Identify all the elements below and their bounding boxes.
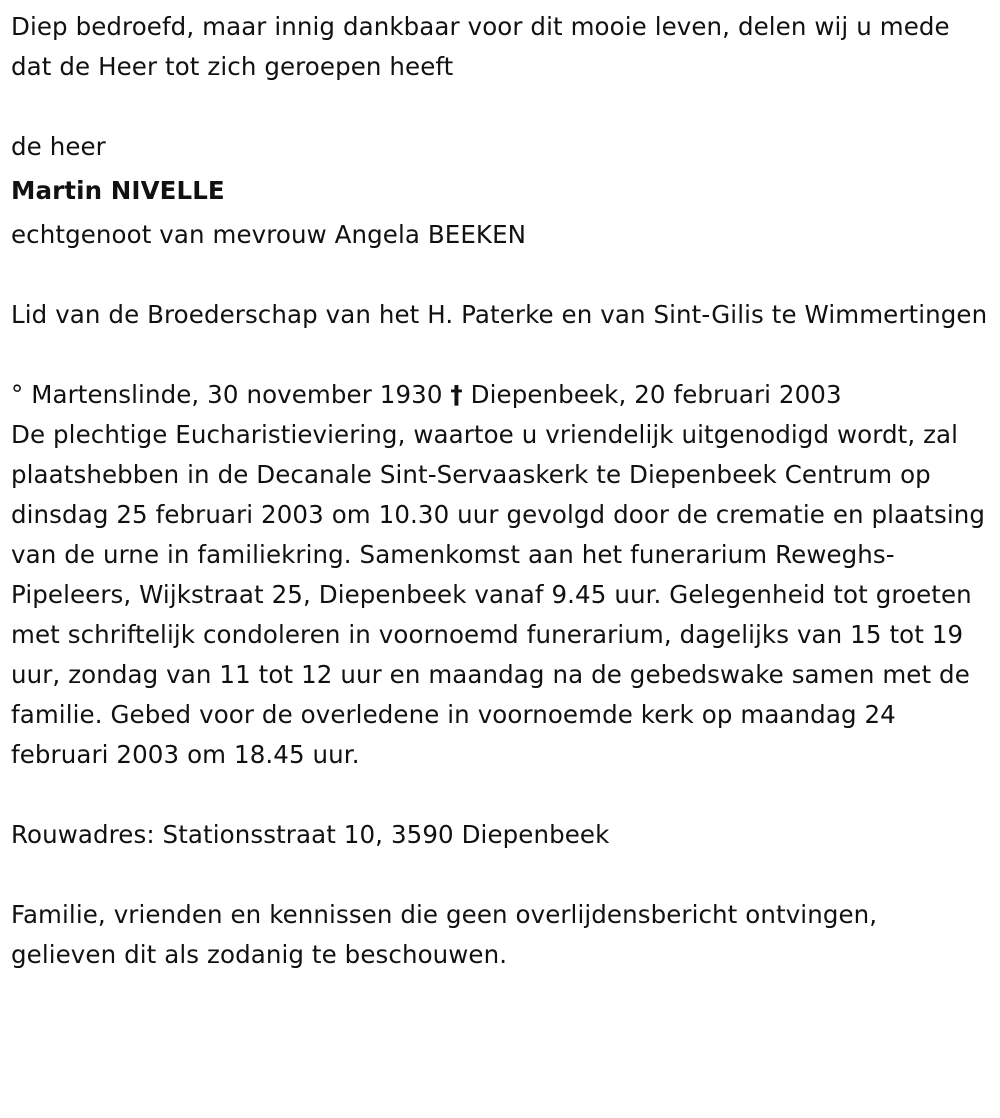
closing-text: Familie, vrienden en kennissen die geen overlijdensbericht ontvingen, gelieven dit als zodanig te beschouwen. — [11, 900, 878, 969]
spouse-line: echtgenoot van mevrouw Angela BEEKEN — [11, 220, 527, 249]
birth-line: ° Martenslinde, 30 november 1930 — [11, 380, 443, 409]
honorific: de heer — [11, 132, 106, 161]
deceased-name: Martin NIVELLE — [11, 176, 225, 205]
ceremony-text: De plechtige Eucharistieviering, waartoe u vriendelijk uitgenodigd wordt, zal plaatshebben in de Decanale Sint-Servaaskerk te Diepenbeek Centrum op dinsdag 25 februari 2003 om 10.30 uur gevolgd door de crematie en plaatsing van de urne in familiekring. Samenkomst aan het funerarium Reweghs-Pipeleers, Wijkstraat 25, Diepenbeek vanaf 9.45 uur. Gelegenheid tot groeten met schriftelijk condoleren in voornoemd funerarium, dagelijks van 15 tot 19 uur, zondag van 11 tot 12 uur en maandag na de gebedswake samen met de familie. Gebed voor de overledene in voornoemde kerk op maandag 24 februari 2003 om 18.45 uur. — [11, 420, 986, 769]
membership-text: Lid van de Broederschap van het H. Paterke en van Sint-Gilis te Wimmertingen — [11, 300, 988, 329]
cross-icon: † — [450, 380, 463, 409]
life-dates — [11, 375, 988, 415]
intro-text: Diep bedroefd, maar innig dankbaar voor dit mooie leven, delen wij u mede dat de Heer tot zich geroepen heeft — [11, 12, 950, 81]
mourning-address: Rouwadres: Stationsstraat 10, 3590 Diepenbeek — [11, 820, 610, 849]
death-line: Diepenbeek, 20 februari 2003 — [470, 380, 842, 409]
